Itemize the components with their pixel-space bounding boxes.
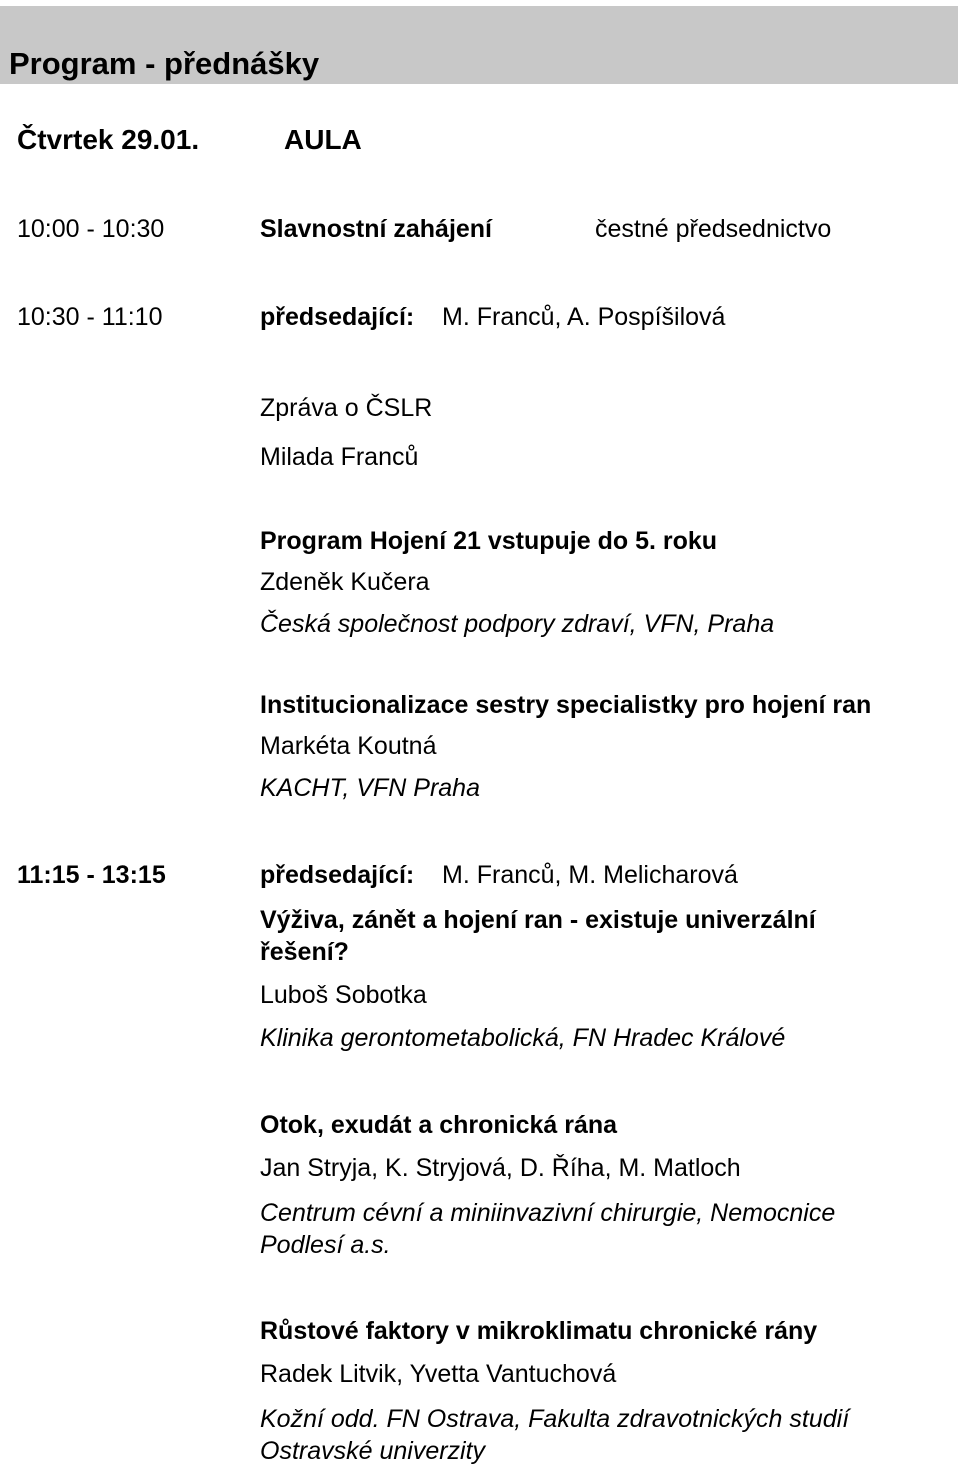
day-date: Čtvrtek 29.01. <box>17 124 200 155</box>
talk-speakers: Milada Franců <box>260 443 419 471</box>
talk-affiliation-line2: Ostravské univerzity <box>260 1437 486 1465</box>
talk-speakers: Markéta Koutná <box>260 732 437 760</box>
session-3-chair-label: předsedající: <box>260 861 415 889</box>
talk-title: Růstové faktory v mikroklimatu chronické rány <box>260 1317 818 1345</box>
talk-speakers: Luboš Sobotka <box>260 981 427 1009</box>
talk-title: Program Hojení 21 vstupuje do 5. roku <box>260 527 718 555</box>
talk-affiliation-line2: Podlesí a.s. <box>260 1231 391 1259</box>
session-2-chairs: M. Franců, A. Pospíšilová <box>442 303 726 331</box>
session-1-note: čestné předsednictvo <box>595 215 832 243</box>
session-3-chairs: M. Franců, M. Melicharová <box>442 861 738 889</box>
page-title: Program - přednášky <box>9 46 320 81</box>
talk-title-line1: Výživa, zánět a hojení ran - existuje univerzální <box>260 906 816 934</box>
day-hall: AULA <box>284 124 362 155</box>
session-2-time: 10:30 - 11:10 <box>17 303 163 331</box>
talk-affiliation: Česká společnost podpory zdraví, VFN, Praha <box>260 610 775 638</box>
talk-affiliation-line1: Kožní odd. FN Ostrava, Fakulta zdravotnických studií <box>260 1405 850 1433</box>
talk-speakers: Radek Litvik, Yvetta Vantuchová <box>260 1360 617 1388</box>
talk-title: Otok, exudát a chronická rána <box>260 1111 618 1139</box>
talk-affiliation: KACHT, VFN Praha <box>260 774 480 802</box>
session-1-time: 10:00 - 10:30 <box>17 215 165 243</box>
session-2-chair-label: předsedající: <box>260 303 415 331</box>
talk-title: Zpráva o ČSLR <box>260 394 433 422</box>
talk-affiliation: Klinika gerontometabolická, FN Hradec Králové <box>260 1024 786 1052</box>
talk-affiliation-line1: Centrum cévní a miniinvazivní chirurgie, Nemocnice <box>260 1199 836 1227</box>
talk-title: Institucionalizace sestry specialistky pro hojení ran <box>260 691 872 719</box>
talk-title-line2: řešení? <box>260 938 349 966</box>
session-1-title: Slavnostní zahájení <box>260 215 493 243</box>
talk-speakers: Zdeněk Kučera <box>260 568 430 596</box>
session-3-time: 11:15 - 13:15 <box>17 861 166 889</box>
talk-speakers: Jan Stryja, K. Stryjová, D. Říha, M. Matloch <box>260 1154 741 1182</box>
